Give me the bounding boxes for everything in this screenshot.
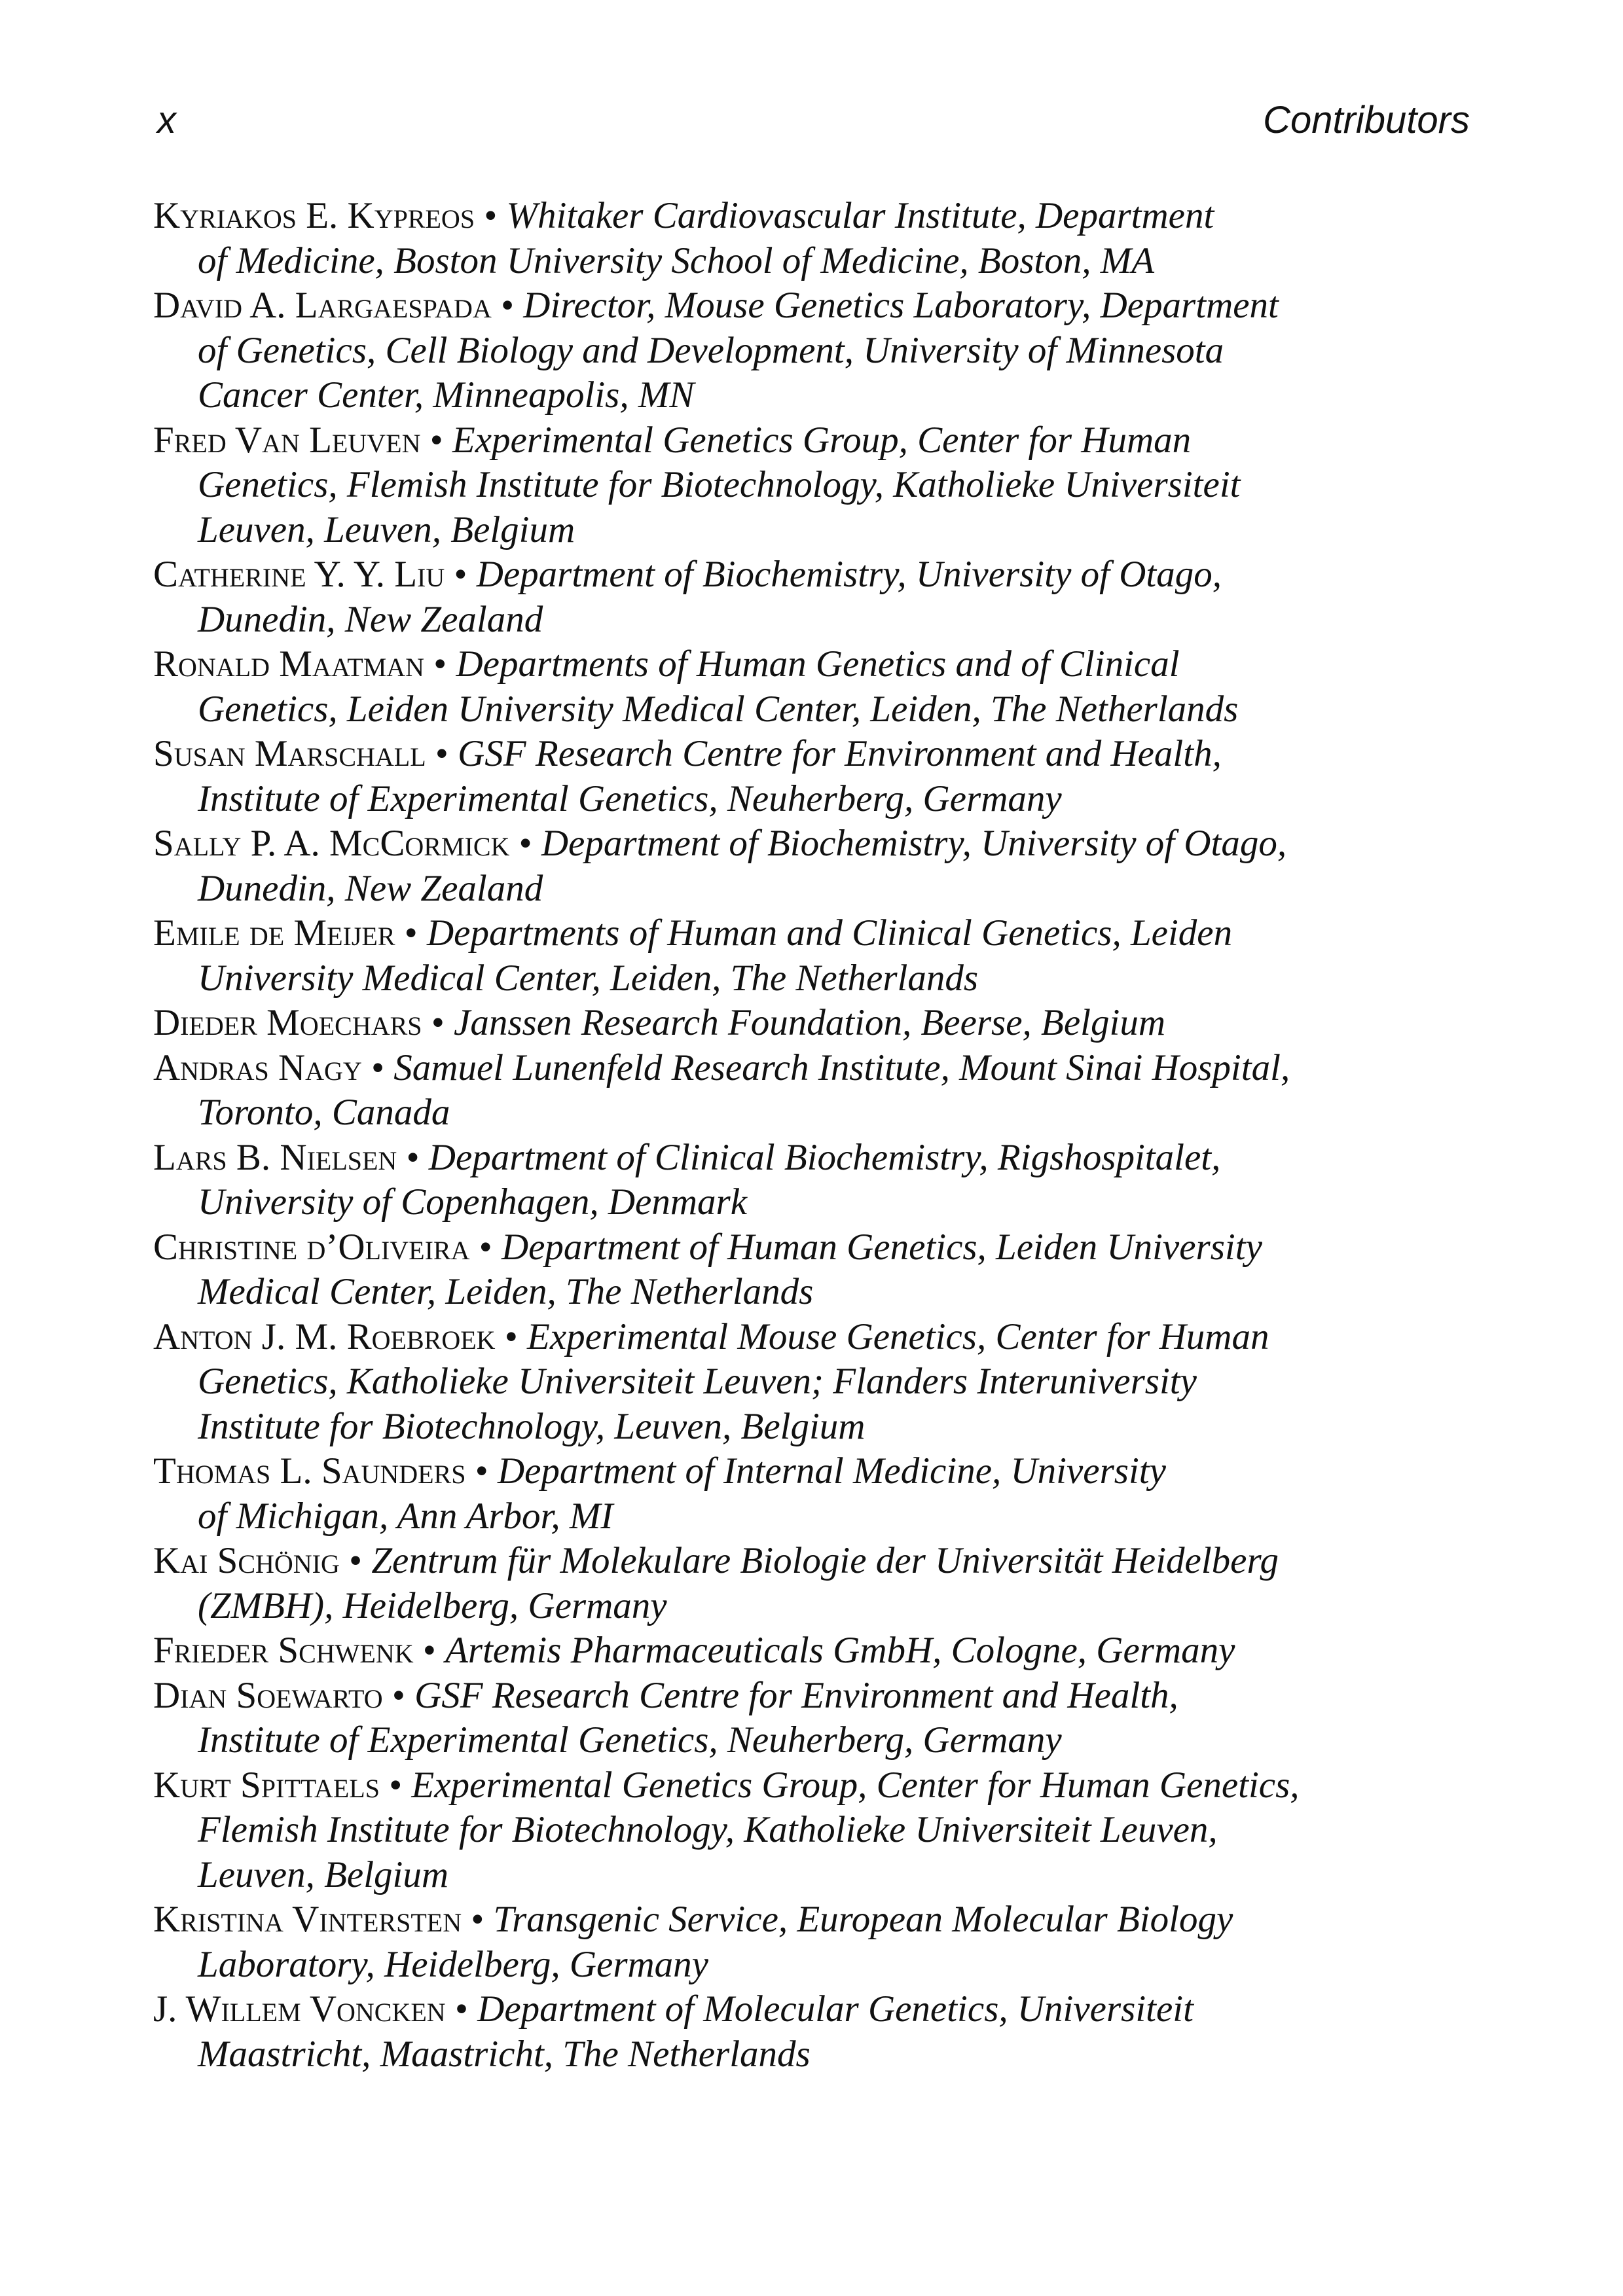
contributor-affiliation-line: Dunedin, New Zealand	[198, 598, 543, 640]
bullet-separator: •	[349, 1540, 363, 1581]
contributor-entry	[153, 1674, 1482, 1763]
contributor-affiliation-line: Department of Clinical Biochemistry, Rigshospitalet,	[428, 1136, 1221, 1178]
contributor-affiliation-line: Artemis Pharmaceuticals GmbH, Cologne, Germany	[445, 1630, 1235, 1671]
contributor-affiliation-line: Experimental Mouse Genetics, Center for Human	[527, 1316, 1269, 1357]
bullet-separator: •	[406, 1136, 420, 1178]
contributor-affiliation-line: Janssen Research Foundation, Beerse, Belgium	[454, 1002, 1165, 1043]
contributor-entry	[153, 1225, 1482, 1315]
bullet-separator: •	[435, 733, 448, 774]
contributor-affiliation-line: Leuven, Leuven, Belgium	[198, 509, 575, 550]
contributor-affiliation-line: Medical Center, Leiden, The Netherlands	[198, 1271, 814, 1312]
contributor-entry	[153, 1001, 1482, 1046]
contributor-affiliation-line: Institute for Biotechnology, Leuven, Belgium	[198, 1405, 866, 1447]
contributors-list	[153, 194, 1482, 2077]
bullet-separator: •	[454, 554, 467, 595]
contributor-entry	[153, 1763, 1482, 1898]
bullet-separator: •	[422, 1630, 436, 1671]
contributor-affiliation-line: Experimental Genetics Group, Center for Human	[452, 419, 1192, 461]
contributor-affiliation-line: of Genetics, Cell Biology and Development, University of Minnesota	[198, 329, 1224, 371]
contributor-name: Fred Van Leuven	[153, 419, 421, 461]
contributor-name: Frieder Schwenk	[153, 1630, 414, 1671]
contributor-affiliation-line: Cancer Center, Minneapolis, MN	[198, 374, 695, 416]
contributor-affiliation-line: Samuel Lunenfeld Research Institute, Mount Sinai Hospital,	[393, 1047, 1290, 1088]
contributor-affiliation-line: University Medical Center, Leiden, The Netherlands	[198, 957, 979, 999]
contributor-entry	[153, 1449, 1482, 1539]
section-title: Contributors	[1263, 99, 1470, 141]
contributor-affiliation-line: of Medicine, Boston University School of Medicine, Boston, MA	[198, 240, 1155, 281]
contributor-affiliation-line: Genetics, Flemish Institute for Biotechnology, Katholieke Universiteit	[198, 464, 1241, 505]
contributor-affiliation-line: University of Copenhagen, Denmark	[198, 1181, 747, 1223]
contributor-name: Sally P. A. McCormick	[153, 823, 510, 864]
contributor-affiliation-line: Leuven, Belgium	[198, 1854, 449, 1895]
contributor-name: Susan Marschall	[153, 733, 426, 774]
contributor-affiliation-line: Department of Biochemistry, University of Otago,	[541, 823, 1287, 864]
contributor-name: Kai Schönig	[153, 1540, 340, 1581]
contributor-name: Lars B. Nielsen	[153, 1136, 397, 1178]
contributor-affiliation-line: Institute of Experimental Genetics, Neuherberg, Germany	[198, 778, 1062, 819]
contributor-entry	[153, 283, 1482, 418]
contributor-name: Kyriakos E. Kypreos	[153, 195, 475, 236]
contributor-name: Dieder Moechars	[153, 1002, 422, 1043]
contributor-entry	[153, 821, 1482, 911]
contributor-name: Christine d’Oliveira	[153, 1226, 470, 1268]
running-head	[157, 98, 1470, 151]
contributor-entry	[153, 732, 1482, 821]
bullet-separator: •	[433, 643, 447, 685]
contributor-entry	[153, 418, 1482, 553]
contributor-affiliation-line: Department of Human Genetics, Leiden University	[501, 1226, 1262, 1268]
contributor-entry	[153, 552, 1482, 642]
contributor-affiliation-line: Experimental Genetics Group, Center for Human Genetics,	[411, 1764, 1300, 1806]
contributor-name: Thomas L. Saunders	[153, 1450, 466, 1492]
contributor-affiliation-line: (ZMBH), Heidelberg, Germany	[198, 1585, 667, 1626]
contributor-entry	[153, 1046, 1482, 1136]
bullet-separator: •	[371, 1047, 385, 1088]
contributor-affiliation-line: Department of Biochemistry, University of Otago,	[476, 554, 1222, 595]
contributor-affiliation-line: Institute of Experimental Genetics, Neuherberg, Germany	[198, 1719, 1062, 1761]
contributor-affiliation-line: Dunedin, New Zealand	[198, 867, 543, 909]
contributor-name: Catherine Y. Y. Liu	[153, 554, 445, 595]
contributor-entry	[153, 194, 1482, 283]
contributor-name: Emile de Meijer	[153, 912, 395, 954]
contributor-name: Andras Nagy	[153, 1047, 362, 1088]
contributor-affiliation-line: Whitaker Cardiovascular Institute, Department	[506, 195, 1214, 236]
contributor-affiliation-line: Departments of Human Genetics and of Clinical	[456, 643, 1180, 685]
contributor-affiliation-line: Genetics, Katholieke Universiteit Leuven; Flanders Interuniversity	[198, 1361, 1197, 1402]
contributor-name: Kristina Vintersten	[153, 1899, 462, 1940]
contributor-entry	[153, 1315, 1482, 1450]
bullet-separator: •	[501, 285, 515, 326]
contributor-affiliation-line: Department of Internal Medicine, University	[497, 1450, 1166, 1492]
bullet-separator: •	[454, 1988, 468, 2030]
contributor-affiliation-line: GSF Research Centre for Environment and Health,	[414, 1674, 1178, 1716]
contributor-entry	[153, 911, 1482, 1001]
contributor-affiliation-line: GSF Research Centre for Environment and Health,	[458, 733, 1222, 774]
page-number: x	[157, 99, 176, 141]
bullet-separator: •	[479, 1226, 492, 1268]
contributor-affiliation-line: Toronto, Canada	[198, 1092, 450, 1133]
contributor-affiliation-line: Zentrum für Molekulare Biologie der Universität Heidelberg	[371, 1540, 1279, 1581]
bullet-separator: •	[392, 1674, 405, 1716]
bullet-separator: •	[471, 1899, 484, 1940]
contributor-entry	[153, 1987, 1482, 2077]
bullet-separator: •	[389, 1764, 403, 1806]
contributor-affiliation-line: of Michigan, Ann Arbor, MI	[198, 1495, 613, 1537]
contributor-affiliation-line: Flemish Institute for Biotechnology, Katholieke Universiteit Leuven,	[198, 1809, 1218, 1850]
contributor-affiliation-line: Genetics, Leiden University Medical Center, Leiden, The Netherlands	[198, 688, 1239, 730]
contributor-name: Kurt Spittaels	[153, 1764, 380, 1806]
bullet-separator: •	[431, 1002, 445, 1043]
contributor-name: J. Willem Voncken	[153, 1988, 446, 2030]
contributor-name: Dian Soewarto	[153, 1674, 383, 1716]
bullet-separator: •	[475, 1450, 488, 1492]
contributor-affiliation-line: Maastricht, Maastricht, The Netherlands	[198, 2033, 811, 2075]
bullet-separator: •	[504, 1316, 518, 1357]
contributor-affiliation-line: Department of Molecular Genetics, Universiteit	[477, 1988, 1194, 2030]
contributor-entry	[153, 642, 1482, 732]
contributor-affiliation-line: Laboratory, Heidelberg, Germany	[198, 1943, 708, 1985]
contributor-affiliation-line: Transgenic Service, European Molecular Biology	[493, 1899, 1233, 1940]
contributor-affiliation-line: Departments of Human and Clinical Genetics, Leiden	[426, 912, 1233, 954]
bullet-separator: •	[404, 912, 418, 954]
bullet-separator: •	[429, 419, 443, 461]
contributor-name: David A. Largaespada	[153, 285, 492, 326]
bullet-separator: •	[484, 195, 498, 236]
contributor-entry	[153, 1628, 1482, 1674]
contributor-entry	[153, 1136, 1482, 1225]
contributor-name: Anton J. M. Roebroek	[153, 1316, 496, 1357]
contributor-entry	[153, 1539, 1482, 1628]
contributor-name: Ronald Maatman	[153, 643, 425, 685]
contributor-entry	[153, 1897, 1482, 1987]
contributor-affiliation-line: Director, Mouse Genetics Laboratory, Department	[523, 285, 1279, 326]
bullet-separator: •	[519, 823, 532, 864]
